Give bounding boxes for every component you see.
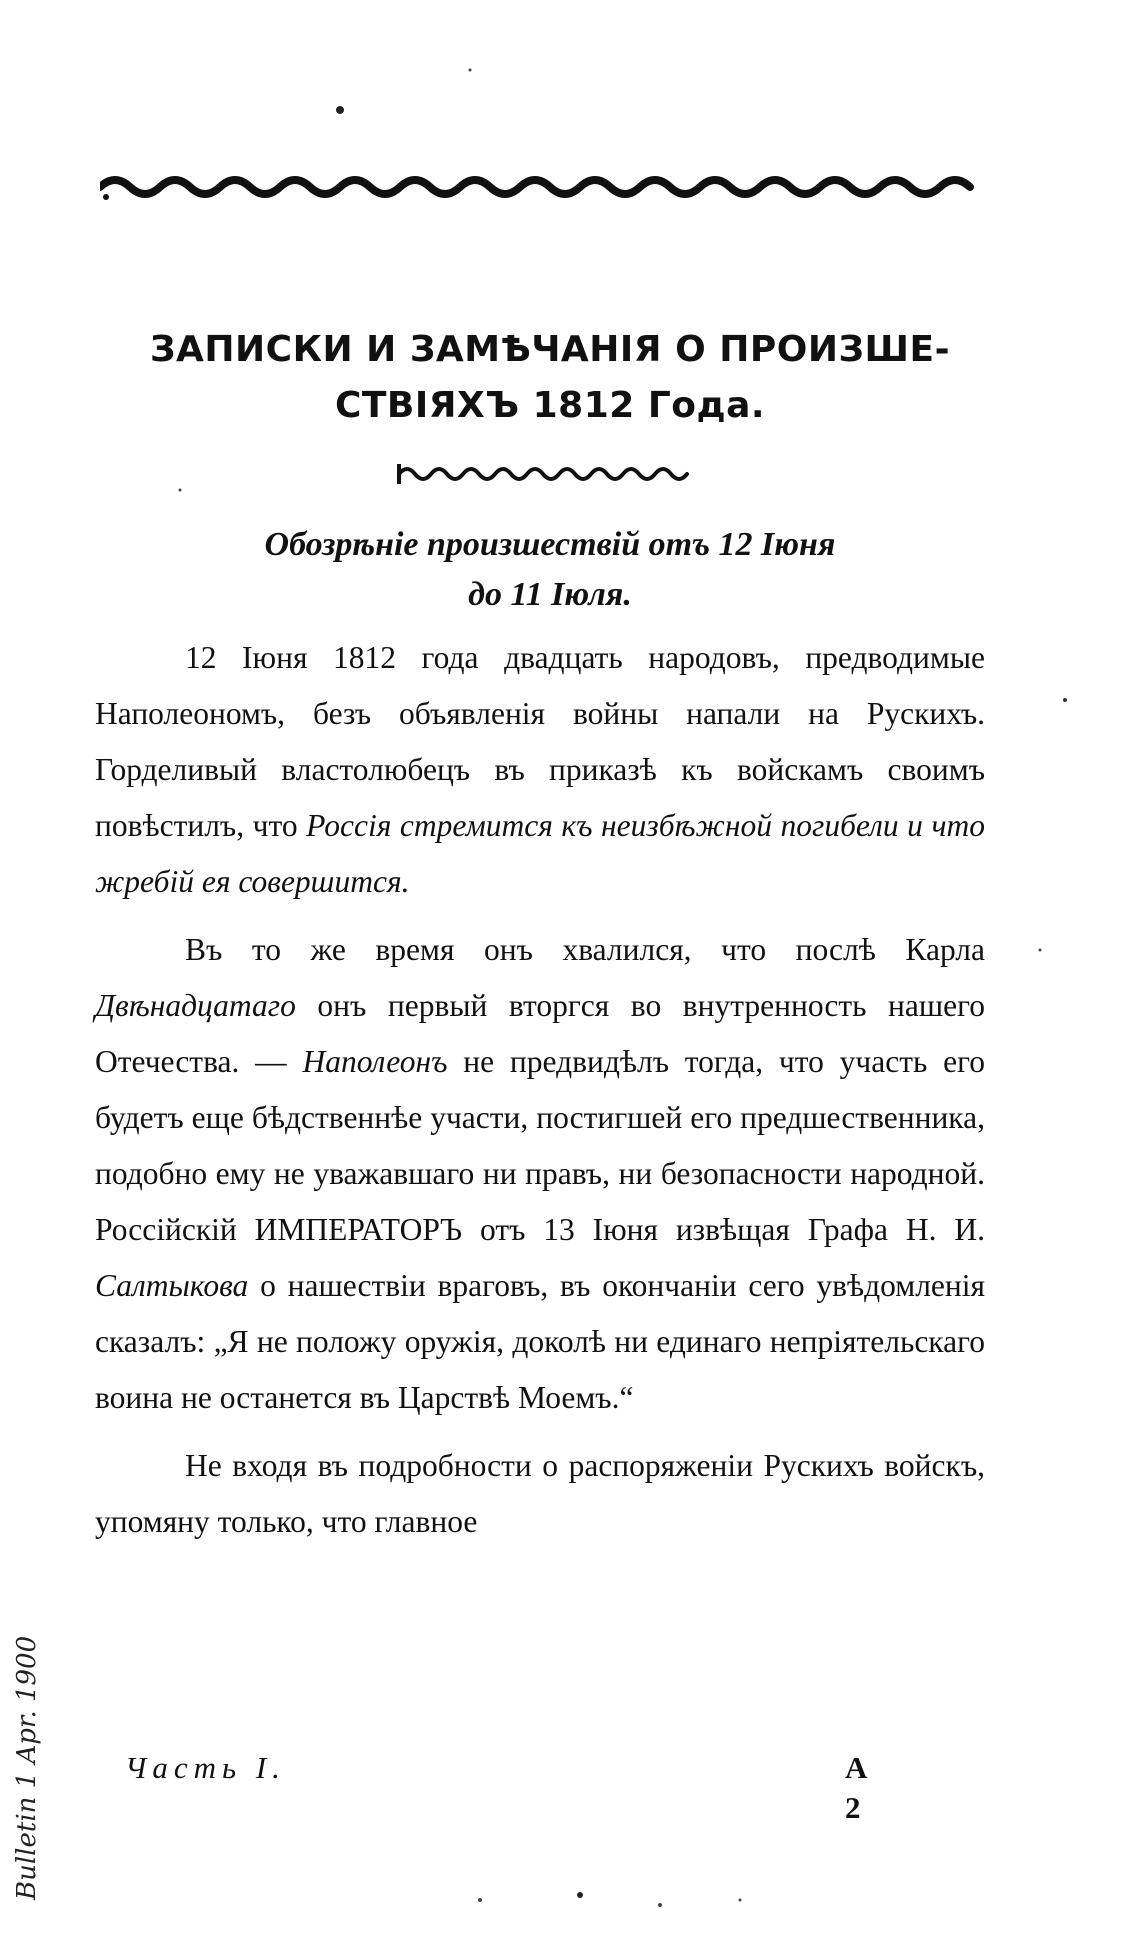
paragraph-3 <box>95 1438 985 1550</box>
subheading-line-2: до 11 Іюля. <box>468 576 632 613</box>
handwritten-margin-note: Bulletin 1 Apr. 1900 <box>12 1635 42 1900</box>
paragraph-2 <box>95 922 985 1426</box>
paragraph-2-text-b: онъ первый вторгся во внутренность нашего Отечества. — <box>95 988 985 1079</box>
page-title <box>110 322 990 434</box>
paragraph-1 <box>95 630 985 910</box>
paragraph-1-italic: Россія стремится къ неизбѣжной погибели и что жребій ея совершится. <box>95 808 986 899</box>
section-subheading <box>140 520 960 620</box>
title-line-1: ЗАПИСКИ И ЗАМѢЧАНІЯ О ПРОИЗШЕ- <box>149 329 951 370</box>
top-ornament-rule <box>100 165 980 209</box>
page-footer <box>125 1748 882 1825</box>
paragraph-2-text-c: не предвидѣлъ тогда, что участь его будетъ еще бѣдственнѣе участи, постигшей его предшественника, подобно ему не уважавшаго ни правъ, ни безопасности народной. Россійскій ИМПЕРАТОРЪ отъ 13 Іюня извѣщая Графа Н. И. <box>95 1044 985 1247</box>
paragraph-2-text-a: Въ то же время онъ хвалился, что послѣ Карла <box>185 932 985 967</box>
paragraph-2-italic-b: Наполеонъ <box>302 1044 448 1079</box>
subheading-line-1: Обозрѣніе произшествій отъ 12 Іюня <box>264 526 836 563</box>
signature-mark: А 2 <box>845 1750 882 1825</box>
paragraph-2-italic-c: Салтыкова <box>95 1268 249 1303</box>
body-text <box>95 630 985 1550</box>
paragraph-2-italic-a: Двѣнадцатаго <box>95 988 296 1023</box>
paragraph-2-text-d: о нашествіи враговъ, въ окончаніи сего увѣдомленія сказалъ: „Я не положу оружія, доколѣ ни единаго непріятельскаго воина не останется въ Царствѣ Моемъ.“ <box>95 1268 985 1415</box>
title-line-2: СТВІЯХЪ 1812 Года. <box>334 385 766 426</box>
paragraph-1-text: 12 Іюня 1812 года двадцать народовъ, предводимые Наполеономъ, безъ объявленія войны напали на Рускихъ. Горделивый властолюбецъ въ приказѣ къ войскамъ своимъ повѣстилъ, что <box>95 640 985 843</box>
part-label: Часть I. <box>125 1750 286 1785</box>
section-divider-ornament <box>395 462 695 486</box>
paragraph-3-text: Не входя въ подробности о распоряженіи Рускихъ войскъ, упомяну только, что главное <box>95 1448 985 1539</box>
